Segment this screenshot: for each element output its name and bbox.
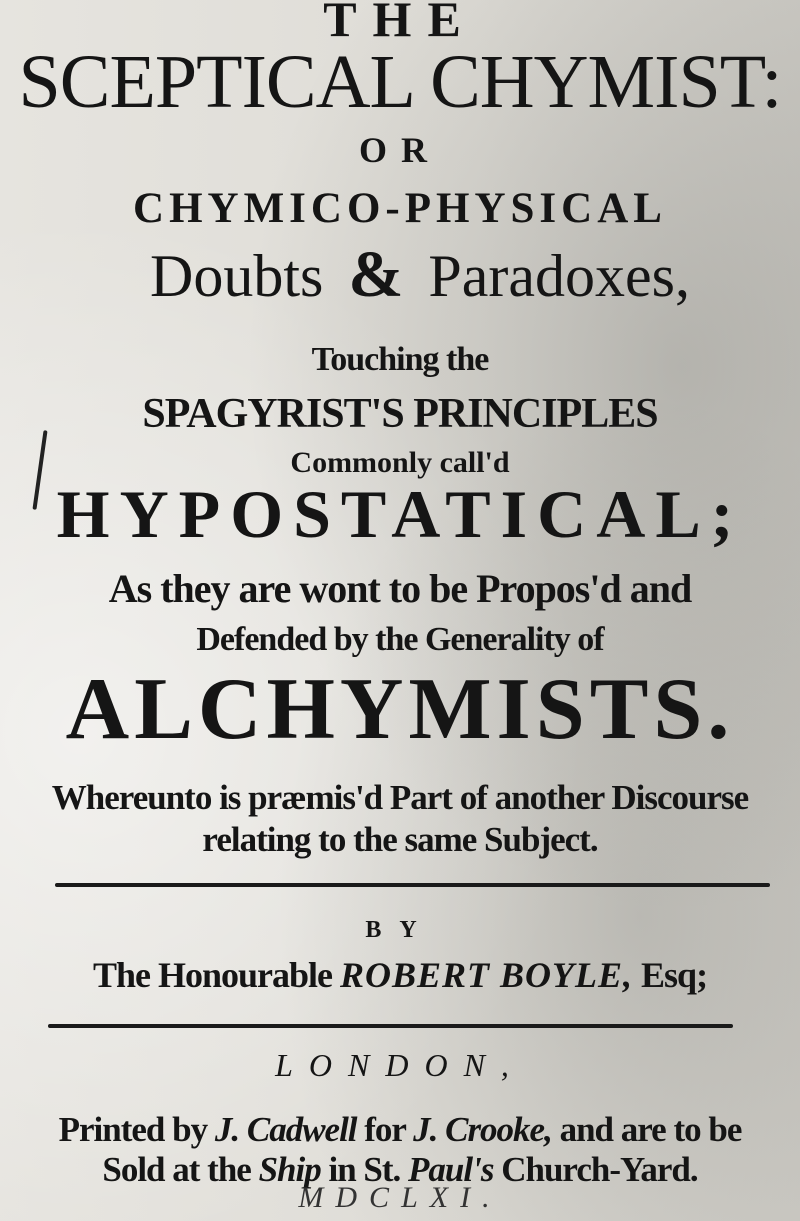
imprint-printed-line bbox=[0, 1108, 800, 1152]
line-hypostatical: HYPOSTATICAL; bbox=[56, 476, 744, 552]
line-commonly: Commonly call'd bbox=[290, 446, 510, 479]
pauls-name: Paul's bbox=[408, 1150, 494, 1189]
author-name: ROBERT BOYLE, bbox=[339, 955, 634, 995]
publisher-name: J. Crooke, bbox=[413, 1110, 552, 1149]
publication-date: MDCLXI. bbox=[298, 1181, 502, 1214]
line-spagyrist: SPAGYRIST'S PRINCIPLES bbox=[142, 391, 658, 437]
line-chymico-physical: CHYMICO-PHYSICAL bbox=[133, 185, 667, 232]
author-suffix: Esq; bbox=[641, 955, 708, 995]
word-doubts: Doubts bbox=[150, 243, 324, 309]
line-or: OR bbox=[359, 130, 441, 170]
divider-rule-top bbox=[55, 883, 770, 887]
divider-rule-bottom bbox=[48, 1024, 733, 1028]
printed-rest: and are to be bbox=[559, 1110, 742, 1149]
printed-for: for bbox=[364, 1110, 406, 1149]
sold-in: in St. bbox=[328, 1150, 401, 1189]
line-whereunto: Whereunto is præmis'd Part of another Discourse bbox=[51, 778, 749, 817]
sold-at: Sold at the bbox=[102, 1150, 251, 1189]
word-paradoxes: Paradoxes, bbox=[428, 243, 690, 309]
printed-by: Printed by bbox=[58, 1110, 208, 1149]
line-touching: Touching the bbox=[311, 341, 489, 378]
line-london: LONDON, bbox=[275, 1047, 525, 1083]
line-alchymists: ALCHYMISTS. bbox=[65, 661, 735, 758]
line-relating: relating to the same Subject. bbox=[202, 820, 598, 859]
line-by: BY bbox=[365, 917, 435, 943]
author-line bbox=[0, 953, 800, 997]
line-the: THE bbox=[323, 0, 477, 47]
shop-name: Ship bbox=[258, 1150, 321, 1189]
author-prefix: The Honourable bbox=[92, 955, 332, 995]
printer-name: J. Cadwell bbox=[214, 1110, 357, 1149]
line-as-they: As they are wont to be Propos'd and bbox=[108, 566, 692, 611]
line-defended: Defended by the Generality of bbox=[196, 621, 604, 658]
churchyard: Church-Yard. bbox=[501, 1150, 698, 1189]
ampersand: & bbox=[348, 238, 404, 311]
main-title: SCEPTICAL CHYMIST: bbox=[18, 40, 782, 124]
line-doubts-paradoxes bbox=[20, 240, 800, 311]
